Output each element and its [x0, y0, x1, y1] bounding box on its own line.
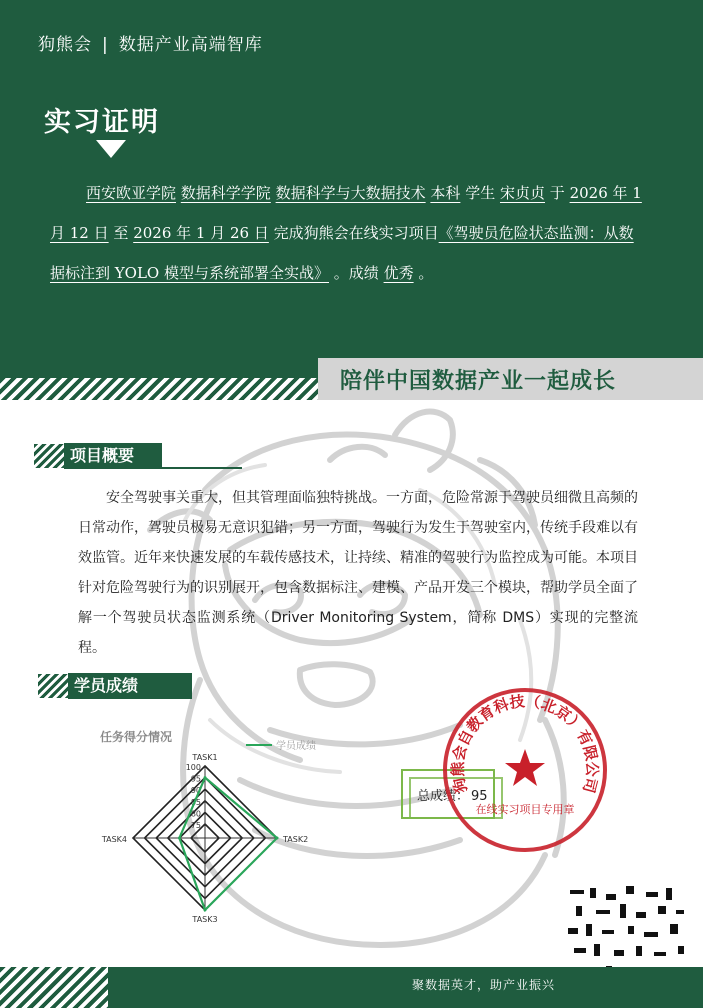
cert-text-end: 。: [418, 264, 434, 282]
overview-heading-stripes: [34, 444, 64, 468]
cert-role: 学生: [465, 184, 496, 202]
seal-org-text: 狗熊会自教育科技（北京）有限公司: [448, 692, 602, 795]
radar-tick-label: 75: [190, 821, 201, 830]
company-seal: [440, 685, 610, 855]
legend-label: 学员成绩: [276, 741, 316, 752]
performance-heading: 学员成绩: [68, 673, 192, 699]
brand-separator: |: [102, 35, 109, 55]
radar-tick-label: 95: [190, 774, 201, 784]
radar-data-point: [178, 837, 181, 840]
slogan-stripes: [0, 378, 318, 400]
cert-major: 数据科学与大数据技术: [275, 184, 426, 202]
cert-grade: 优秀: [383, 264, 414, 282]
cert-start-date: 2026 年 1 月 12 日: [50, 184, 642, 242]
radar-tick-label: 90: [190, 786, 201, 796]
cert-text-complete: 完成狗熊会在线实习项目: [273, 224, 439, 242]
cert-school: 数据科学学院: [180, 184, 271, 202]
slogan-text: 陪伴中国数据产业一起成长: [340, 369, 617, 394]
certificate-body: [50, 173, 642, 293]
footer-text: 聚数据英才，助产业振兴: [412, 978, 556, 992]
cert-university: 西安欧亚学院: [86, 184, 177, 202]
performance-heading-stripes: [38, 674, 68, 698]
org-tagline: 数据产业高端智库: [118, 35, 263, 55]
total-score-label: 总成绩：: [417, 789, 470, 804]
radar-axis-label: TASK2: [283, 835, 309, 844]
radar-tick-label: 85: [190, 797, 201, 807]
cert-text-grade: 。成绩: [333, 264, 379, 282]
certificate-title: 实习证明: [44, 107, 160, 138]
seal-purpose-text: 在线实习项目专用章: [475, 803, 575, 816]
cert-degree: 本科: [430, 184, 461, 202]
radar-tick-label: 80: [190, 809, 201, 819]
radar-data-point: [204, 909, 207, 912]
chart-title: 任务得分情况: [100, 730, 173, 744]
radar-series: [178, 776, 279, 911]
cert-project-name: 《驾驶员危险状态监测：从数据标注到 YOLO 模型与系统部署全实战》: [50, 224, 634, 282]
radar-chart: [88, 725, 338, 925]
org-name: 狗熊会: [38, 35, 92, 55]
cert-student-name: 宋贞贞: [499, 184, 545, 202]
overview-text: 安全驾驶事关重大，但其管理面临独特挑战。一方面，危险常源于驾驶员细微且高频的日常动作，驾驶员极易无意识犯错；另一方面，驾驶行为发生于驾驶室内，传统手段难以有效监管。近年来快速发展的车载传感技术，让持续、精准的驾驶行为监控成为可能。本项目针对危险驾驶行为的识别展开，包含数据标注、建模、产品开发三个模块，帮助学员全面了解一个驾驶员状态监测系统（Driver Monitoring System，简称 DMS）实现的完整流程。: [78, 490, 638, 656]
radar-axis-label: TASK4: [101, 835, 127, 844]
radar-data-point: [276, 837, 279, 840]
footer-stripes: [0, 967, 108, 1008]
overview-heading: 项目概要: [64, 443, 162, 469]
total-score-value: 95: [471, 789, 488, 804]
title-arrow-icon: [96, 140, 126, 158]
radar-axis-label: TASK3: [192, 915, 218, 924]
footer-band: [108, 967, 703, 1008]
radar-data-point: [204, 776, 207, 779]
cert-end-date: 2026 年 1 月 26 日: [133, 224, 269, 242]
overview-heading-rule: [162, 467, 242, 469]
cert-text-from: 于: [549, 184, 565, 202]
cert-text-to: 至: [113, 224, 129, 242]
radar-axis-lines: [133, 766, 277, 910]
radar-tick-label: 100: [185, 763, 201, 772]
brand-line: [38, 30, 263, 55]
star-icon: [505, 749, 545, 786]
radar-axis-label: TASK1: [192, 753, 218, 762]
